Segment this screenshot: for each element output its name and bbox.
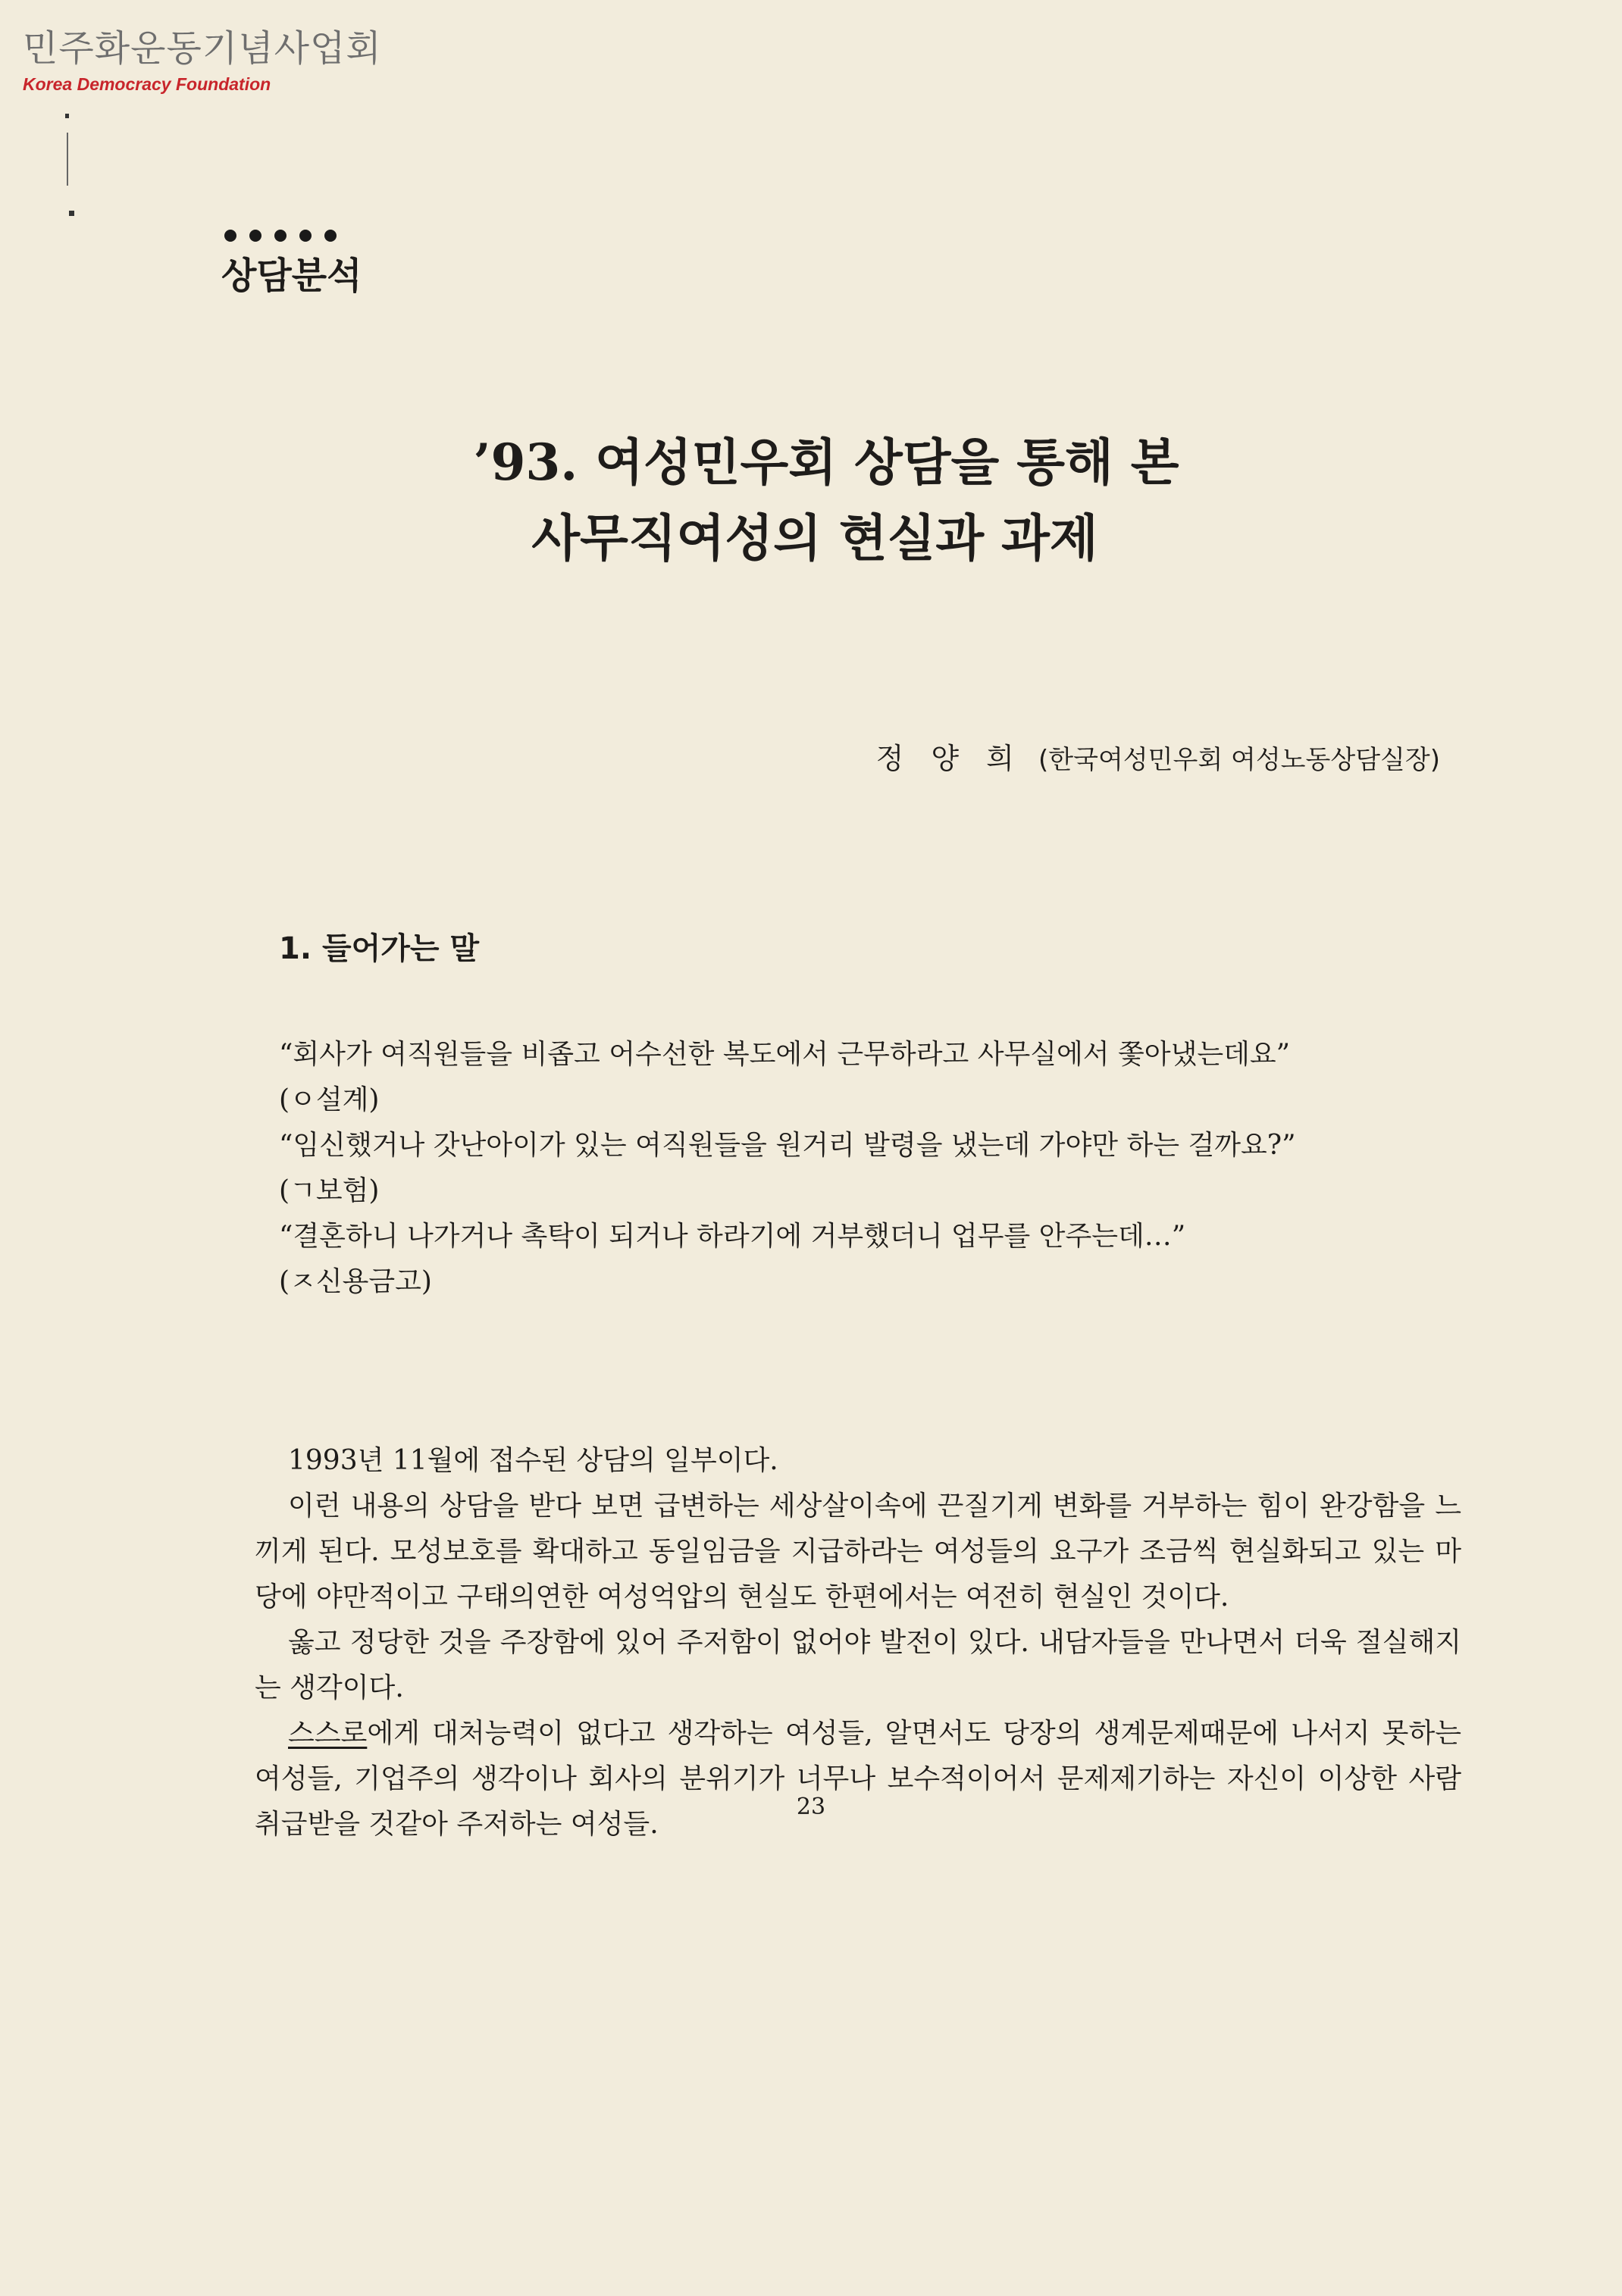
section-dots [224, 230, 337, 242]
section-tag: 상담분석 [221, 255, 362, 297]
quote-source: (ㅇ설계) [279, 1084, 380, 1115]
paragraph: 옳고 정당한 것을 주장함에 있어 주저함이 없어야 발전이 있다. 내담자들을 만나면서 더욱 절실해지는 생각이다. [255, 1627, 1461, 1703]
author-line [876, 744, 1440, 773]
dot-icon [299, 230, 312, 242]
paragraph [255, 1711, 1461, 1847]
author-affiliation: (한국여성민우회 여성노동상담실장) [1038, 745, 1440, 775]
title-line-1: ’93. 여성민우회 상담을 통해 본 [473, 433, 1179, 492]
watermark-korean: 민주화운동기념사업회 [23, 27, 382, 70]
dot-icon [224, 230, 236, 242]
author-name: 정 양 희 [875, 742, 1023, 775]
dot-icon [249, 230, 261, 242]
quote-source: (ㄱ보험) [279, 1175, 380, 1206]
quote-block [279, 1032, 1461, 1305]
scan-mark [67, 133, 68, 186]
title-line-2: 사무직여성의 현실과 과제 [531, 508, 1098, 568]
quote-text: “회사가 여직원들을 비좁고 어수선한 복도에서 근무하라고 사무실에서 쫓아냈는데요” [279, 1039, 1291, 1070]
watermark-english: Korea Democracy Foundation [23, 74, 271, 94]
dot-icon [324, 230, 337, 242]
underlined-text: 스스로 [288, 1718, 368, 1749]
paragraph-text: 에게 대처능력이 없다고 생각하는 여성들, 알면서도 당장의 생계문제때문에 나서지 못하는 여성들, 기업주의 생각이나 회사의 분위기가 너무나 보수적이어서 문제제기하는 자신이 이상한 사람 취급받을 것같아 주저하는 여성들. [255, 1718, 1461, 1840]
section-heading: 1. 들어가는 말 [279, 931, 480, 966]
page-number: 23 [796, 1794, 826, 1820]
dot-icon [274, 230, 287, 242]
body-text [255, 1438, 1461, 1847]
quote-text: “결혼하니 나가거나 촉탁이 되거나 하라기에 거부했더니 업무를 안주는데…” [279, 1221, 1186, 1252]
quote-source: (ㅈ신용금고) [279, 1266, 432, 1297]
article-title [0, 424, 1622, 576]
watermark-logo [23, 27, 382, 94]
quote-text: “임신했거나 갓난아이가 있는 여직원들을 원거리 발령을 냈는데 가야만 하는 걸까요?” [279, 1130, 1296, 1161]
paragraph: 이런 내용의 상담을 받다 보면 급변하는 세상살이속에 끈질기게 변화를 거부하는 힘이 완강함을 느끼게 된다. 모성보호를 확대하고 동일임금을 지급하라는 여성들의 요구가 조금씩 현실화되고 있는 마당에 야만적이고 구태의연한 여성억압의 현실도 한편에서는 여전히 현실인 것이다. [255, 1491, 1461, 1613]
intro-paragraph: 1993년 11월에 접수된 상담의 일부이다. [288, 1445, 778, 1476]
scan-mark [65, 114, 69, 118]
scan-mark [69, 211, 74, 216]
